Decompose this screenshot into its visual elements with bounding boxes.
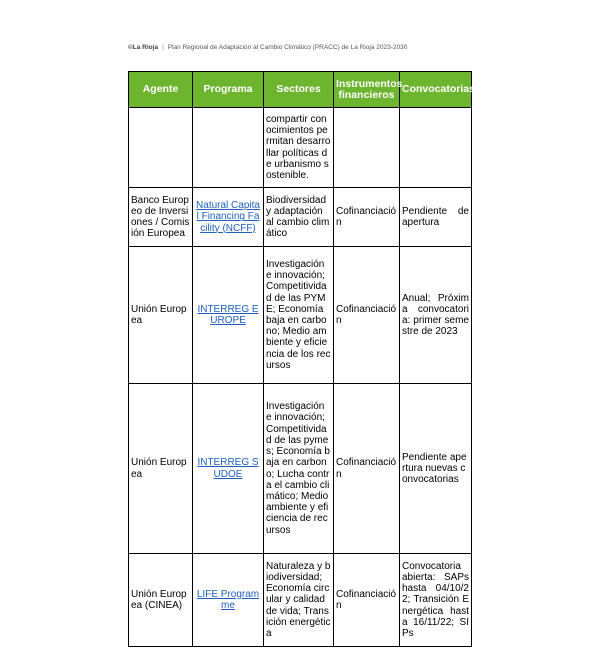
program-link-interreg-europe[interactable]: INTERREG EUROPE — [197, 303, 259, 326]
funding-programs-table — [128, 71, 475, 647]
cell-program — [193, 384, 264, 554]
cell-call: Convocatoria abierta: SAPs hasta 04/10/22; Transición Energética hasta 16/11/22; SIPs — [400, 554, 472, 647]
cell-agent: Unión Europea (CINEA) — [129, 554, 193, 647]
cell-instrument: Cofinanciación — [334, 384, 400, 554]
cell-call — [400, 108, 472, 188]
table-row — [129, 554, 472, 647]
cell-instrument: Cofinanciación — [334, 247, 400, 384]
cell-sectors: Investigación e innovación; Competitividad de las PYME; Economía baja en carbono; Medio ambiente y eficiencia de los recursos — [264, 247, 334, 384]
cell-call: Anual; Próxima convocatoria: primer semestre de 2023 — [400, 247, 472, 384]
cell-sectors: Biodiversidad y adaptación al cambio climático — [264, 188, 334, 247]
cell-sectors: Naturaleza y biodiversidad; Economía circular y calidad de vida; Transición energética — [264, 554, 334, 647]
column-header-instrumentos: Instrumentos financieros — [334, 72, 400, 108]
cell-sectors: Investigación e innovación; Competitividad de las pymes; Economía baja en carbono; Lucha contra el cambio climático; Medio ambiente y eficiencia de recursos — [264, 384, 334, 554]
column-header-agente: Agente — [129, 72, 193, 108]
cell-program — [193, 108, 264, 188]
program-link-ncff[interactable]: Natural Capital Financing Facility (NCFF) — [196, 200, 260, 234]
column-header-convocatorias: Convocatorias — [400, 72, 472, 108]
column-header-sectores: Sectores — [264, 72, 334, 108]
cell-program — [193, 554, 264, 647]
cell-instrument — [334, 108, 400, 188]
cell-agent: Banco Europeo de Inversiones / Comisión Europea — [129, 188, 193, 247]
cell-instrument: Cofinanciación — [334, 554, 400, 647]
header-separator: | — [162, 44, 164, 51]
table-header-row — [129, 72, 472, 108]
table-row — [129, 247, 472, 384]
table-row — [129, 384, 472, 554]
table-row — [129, 108, 472, 188]
program-link-life[interactable]: LIFE Programme — [196, 588, 260, 611]
column-header-programa: Programa — [193, 72, 264, 108]
cell-agent: Unión Europea — [129, 247, 193, 384]
cell-instrument: Cofinanciación — [334, 188, 400, 247]
table-row — [129, 188, 472, 247]
cell-call: Pendiente apertura nuevas convocatorias — [400, 384, 472, 554]
cell-agent — [129, 108, 193, 188]
cell-program — [193, 188, 264, 247]
page-header — [128, 44, 407, 51]
header-brand: ©La Rioja — [128, 44, 159, 51]
cell-sectors: compartir conocimientos permitan desarrollar políticas de urbanismo sostenible. — [264, 108, 334, 188]
program-link-interreg-sudoe[interactable]: INTERREG SUDOE — [197, 457, 259, 480]
cell-agent: Unión Europea — [129, 384, 193, 554]
cell-call: Pendiente de apertura — [400, 188, 472, 247]
header-title: Plan Regional de Adaptación al Cambio Climático (PRACC) de La Rioja 2023-2030 — [167, 44, 408, 51]
cell-program — [193, 247, 264, 384]
